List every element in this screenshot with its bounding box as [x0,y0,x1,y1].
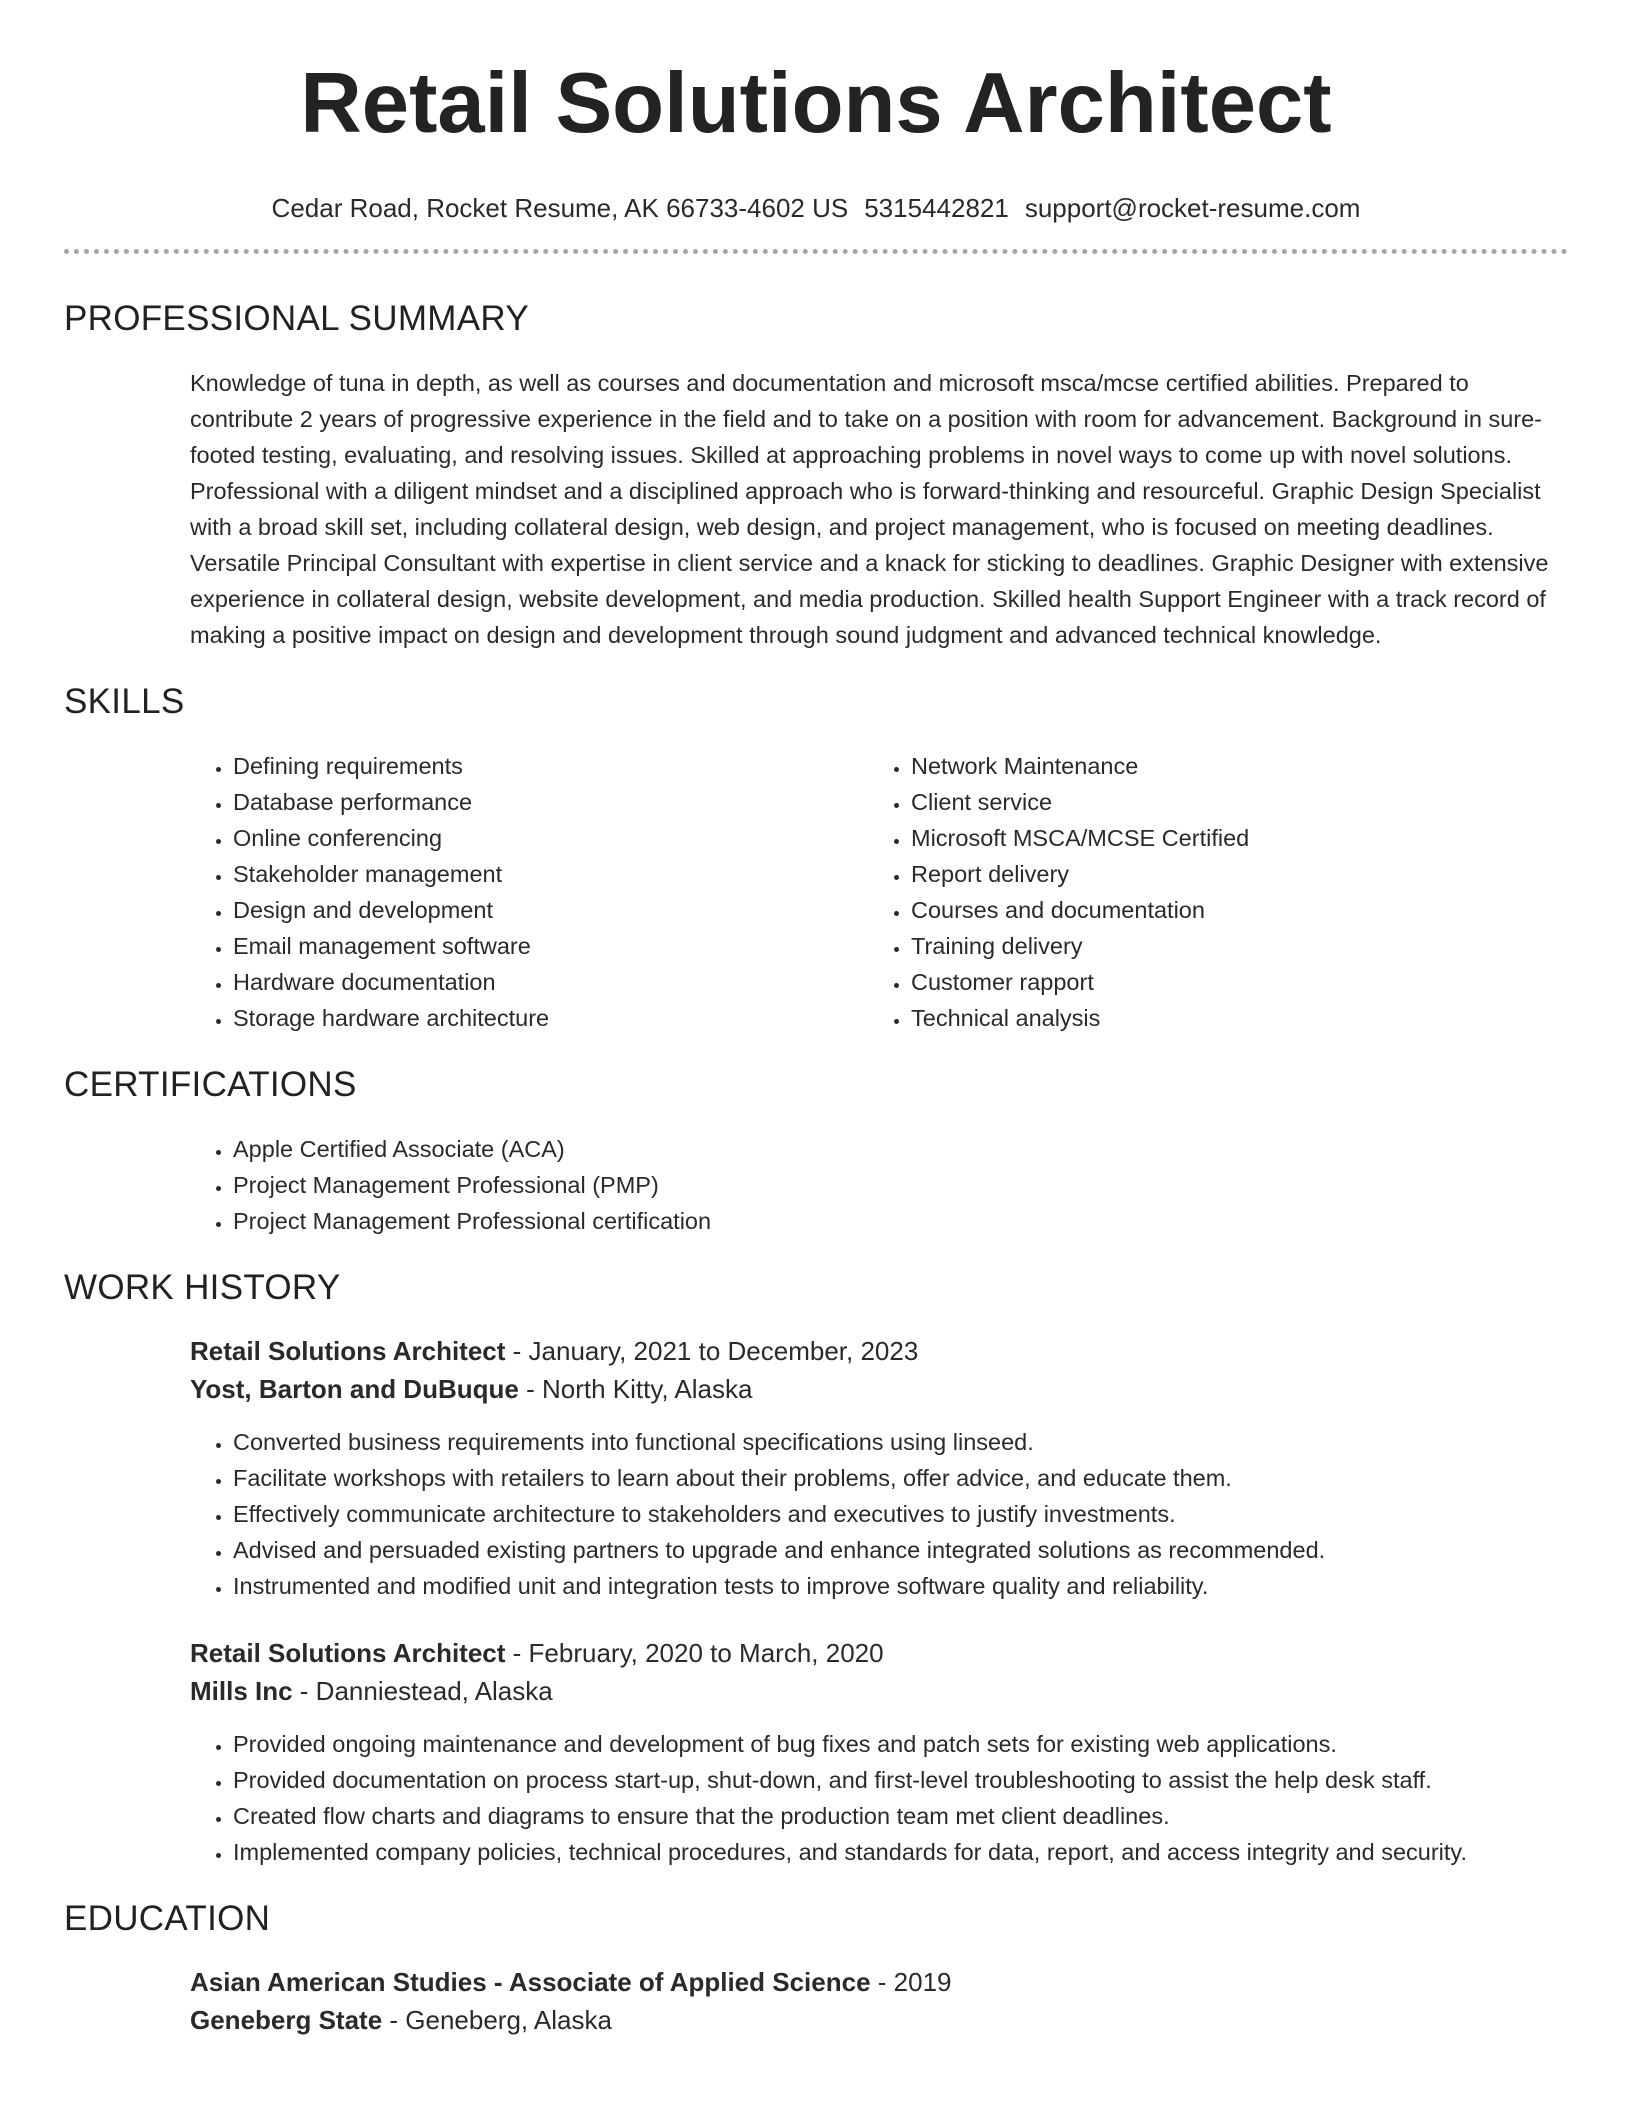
skill-item: • Hardware documentation [233,964,868,1000]
skill-item: • Online conferencing [233,820,868,856]
certification-item: • Project Management Professional certification [233,1203,1568,1239]
education-heading: EDUCATION [64,1899,271,1938]
job-title-line [190,1634,1568,1672]
education-school: Geneberg State [190,2005,383,2035]
header-divider [64,249,1568,254]
education-year: - 2019 [870,1967,952,1997]
summary-text: Knowledge of tuna in depth, as well as courses and documentation and microsoft msca/mcse certified abilities. Prepared to contribute 2 years of progressive experience in the field and to take on a position with room for advancement. Background in sure-footed testing, evaluating, and resolving issues. Skilled at approaching problems in novel ways to come up with novel solutions. Professional with a diligent mindset and a disciplined approach who is forward-thinking and resourceful. Graphic Design Specialist with a broad skill set, including collateral design, web design, and project management, who is focused on meeting deadlines. Versatile Principal Consultant with expertise in client service and a knack for sticking to deadlines. Graphic Designer with extensive experience in collateral design, website development, and media production. Skilled health Support Engineer with a track record of making a positive impact on design and development through sound judgment and advanced technical knowledge. [190,370,1549,648]
skill-item: • Design and development [233,892,868,928]
skills-right-column [868,748,1546,1036]
education-degree-line [190,1963,1568,2001]
certifications-list [190,1131,1568,1239]
job-bullet: • Provided ongoing maintenance and development of bug fixes and patch sets for existing web applications. [233,1726,1568,1762]
job-company: Yost, Barton and DuBuque [190,1374,519,1404]
skill-item: • Training delivery [911,928,1546,964]
job-bullet: • Advised and persuaded existing partners to upgrade and enhance integrated solutions as recommended. [233,1532,1568,1568]
contact-phone: 5315442821 [864,193,1009,223]
skill-item: • Network Maintenance [911,748,1546,784]
job-company-line [190,1672,1568,1710]
education-degree: Asian American Studies - Associate of Applied Science [190,1967,871,1997]
contact-address: Cedar Road, Rocket Resume, AK 66733-4602 US [271,193,849,223]
summary-heading: PROFESSIONAL SUMMARY [64,299,529,338]
job-dates: - January, 2021 to December, 2023 [505,1336,919,1366]
education-section [190,1963,1568,2039]
certification-item: • Apple Certified Associate (ACA) [233,1131,1568,1167]
job-bullet: • Converted business requirements into functional specifications using linseed. [233,1424,1568,1460]
skills-right-list [868,748,1546,1036]
job-entry [190,1332,1568,1604]
education-location: - Geneberg, Alaska [382,2005,612,2035]
skill-item: • Courses and documentation [911,892,1546,928]
job-company-line [190,1370,1568,1408]
job-title-line [190,1332,1568,1370]
contact-email: support@rocket-resume.com [1024,193,1361,223]
certification-item: • Project Management Professional (PMP) [233,1167,1568,1203]
job-location: - North Kitty, Alaska [518,1374,753,1404]
skill-item: • Technical analysis [911,1000,1546,1036]
skill-item: • Report delivery [911,856,1546,892]
skill-item: • Email management software [233,928,868,964]
skills-left-column [190,748,868,1036]
job-bullet: • Implemented company policies, technical procedures, and standards for data, report, and access integrity and security. [233,1834,1568,1870]
skill-item: • Database performance [233,784,868,820]
skills-grid [190,748,1568,1036]
skills-left-list [190,748,868,1036]
job-bullet-list [190,1424,1568,1604]
job-company: Mills Inc [190,1676,293,1706]
summary-section [190,365,1568,653]
education-school-line [190,2001,1568,2039]
skill-item: • Defining requirements [233,748,868,784]
contact-line [64,192,1568,224]
work-history-heading: WORK HISTORY [64,1268,341,1307]
skill-item: • Stakeholder management [233,856,868,892]
certifications-section [190,1131,1568,1239]
job-role: Retail Solutions Architect [190,1336,506,1366]
job-dates: - February, 2020 to March, 2020 [505,1638,884,1668]
resume-name: Retail Solutions Architect [300,56,1332,151]
job-location: - Danniestead, Alaska [292,1676,553,1706]
work-history-section [190,1332,1568,1870]
job-role: Retail Solutions Architect [190,1638,506,1668]
job-bullet: • Facilitate workshops with retailers to learn about their problems, offer advice, and educate them. [233,1460,1568,1496]
skill-item: • Microsoft MSCA/MCSE Certified [911,820,1546,856]
job-bullet: • Created flow charts and diagrams to ensure that the production team met client deadlines. [233,1798,1568,1834]
skills-section [190,748,1568,1036]
certifications-heading: CERTIFICATIONS [64,1065,357,1104]
job-bullet: • Provided documentation on process start-up, shut-down, and first-level troubleshooting to assist the help desk staff. [233,1762,1568,1798]
skills-heading: SKILLS [64,682,185,721]
job-entry [190,1634,1568,1870]
skill-item: • Storage hardware architecture [233,1000,868,1036]
job-bullet: • Effectively communicate architecture to stakeholders and executives to justify investments. [233,1496,1568,1532]
job-bullet-list [190,1726,1568,1870]
skill-item: • Customer rapport [911,964,1546,1000]
job-bullet: • Instrumented and modified unit and integration tests to improve software quality and reliability. [233,1568,1568,1604]
skill-item: • Client service [911,784,1546,820]
